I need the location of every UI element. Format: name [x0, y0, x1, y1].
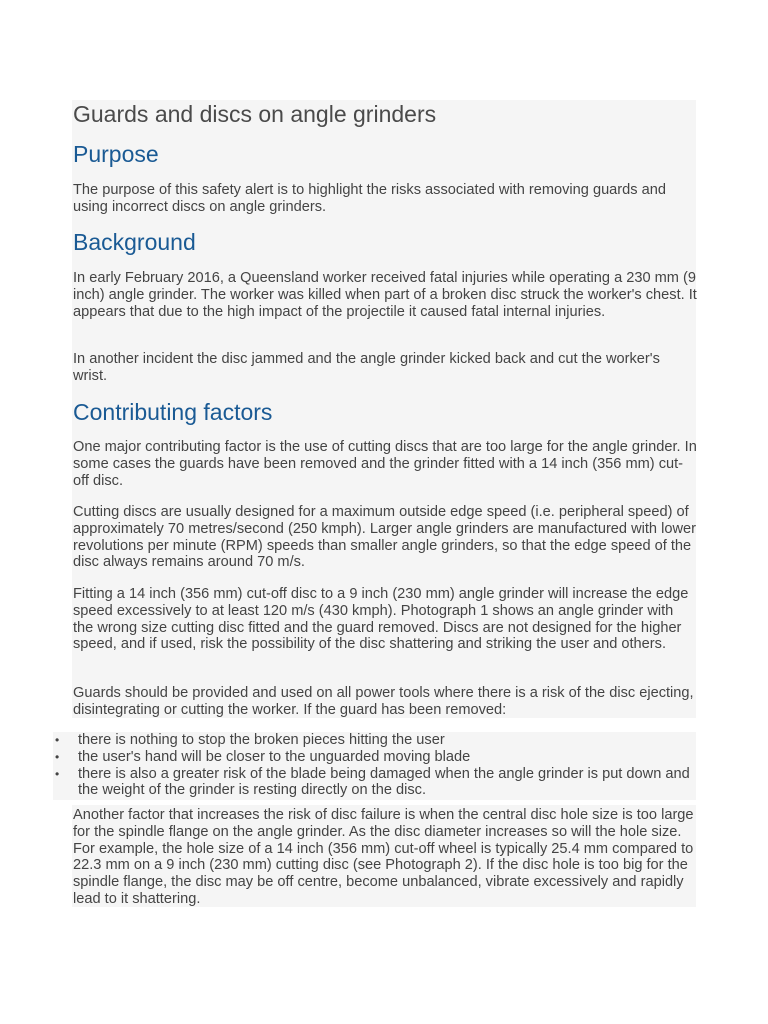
- paragraph-contributing-1: One major contributing factor is the use of cutting discs that are too large for the angle grinder. In some cases the guards have been removed and the grinder fitted with a 14 inch (356 mm) cut-off disc.: [73, 439, 697, 489]
- bullet-icon: •: [55, 766, 60, 781]
- paragraph-contributing-4: Guards should be provided and used on all power tools where there is a risk of the disc ejecting, disintegrating or cutting the worker. If the guard has been removed:: [73, 685, 694, 718]
- paragraph-contributing-3: Fitting a 14 inch (356 mm) cut-off disc to a 9 inch (230 mm) angle grinder will increase the edge speed excessively to at least 120 m/s (430 kmph). Photograph 1 shows an angle grinder with the wrong size cutting disc fitted and the guard removed. Discs are not designed for the higher speed, and if used, risk the possibility of the disc shattering and striking the user and others.: [73, 586, 689, 653]
- list-item: [53, 766, 696, 800]
- paragraph-contributing-2: Cutting discs are usually designed for a maximum outside edge speed (i.e. peripheral speed) of approximately 70 metres/second (250 kmph). Larger angle grinders are manufactured with lower revolutions per minute (RPM) speeds than smaller angle grinders, so that the edge speed of the disc always remains around 70 m/s.: [73, 504, 696, 571]
- heading-purpose: Purpose: [73, 141, 159, 167]
- list-item-text: the user's hand will be closer to the unguarded moving blade: [78, 748, 471, 765]
- list-item-text: there is also a greater risk of the blade being damaged when the angle grinder is put down and the weight of the grinder is resting directly on the disc.: [78, 765, 690, 799]
- risk-list: [53, 732, 696, 799]
- document-title: Guards and discs on angle grinders: [73, 101, 437, 127]
- heading-contributing-factors: Contributing factors: [73, 399, 273, 425]
- bullet-icon: •: [55, 733, 60, 747]
- bullet-icon: •: [55, 749, 60, 764]
- heading-background: Background: [73, 229, 196, 255]
- paragraph-background-1: In early February 2016, a Queensland worker received fatal injuries while operating a 230 mm (9 inch) angle grinder. The worker was killed when part of a broken disc struck the worker's chest. It appears that due to the high impact of the projectile it caused fatal internal injuries.: [73, 270, 697, 320]
- list-item: [53, 732, 696, 749]
- paragraph-contributing-closing: Another factor that increases the risk of disc failure is when the central disc hole size is too large for the spindle flange on the angle grinder. As the disc diameter increases so will the hole size. For example, the hole size of a 14 inch (356 mm) cut-off wheel is typically 25.4 mm compared to 22.3 mm on a 9 inch (230 mm) cutting disc (see Photograph 2). If the disc hole is too big for the spindle flange, the disc may be off centre, become unbalanced, vibrate excessively and rapidly lead to it shattering.: [73, 807, 694, 907]
- list-item: [53, 749, 696, 766]
- paragraph-purpose: The purpose of this safety alert is to highlight the risks associated with removing guards and using incorrect discs on angle grinders.: [73, 182, 666, 215]
- paragraph-background-2: In another incident the disc jammed and the angle grinder kicked back and cut the worker's wrist.: [73, 351, 660, 384]
- list-item-text: there is nothing to stop the broken pieces hitting the user: [78, 732, 445, 748]
